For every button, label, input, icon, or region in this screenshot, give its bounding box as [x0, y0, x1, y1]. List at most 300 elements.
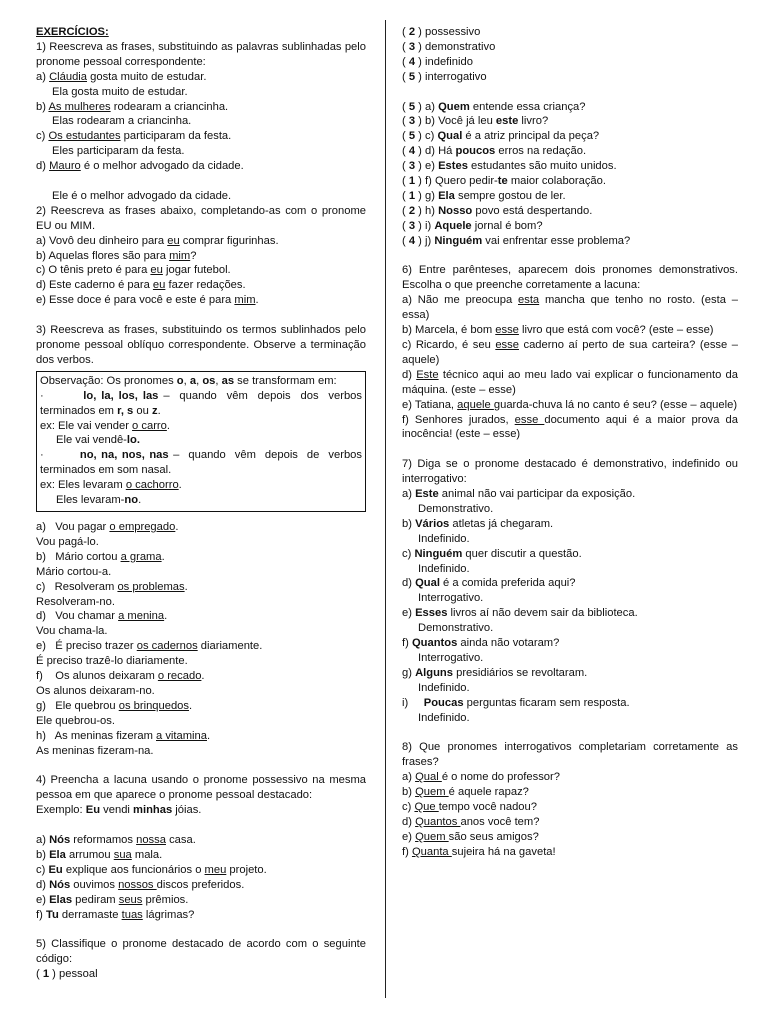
text-line	[40, 389, 366, 419]
bold-text: 5	[408, 130, 416, 143]
underlined-text: tuas	[121, 908, 143, 921]
text-line	[402, 591, 738, 606]
text-segment: b)	[402, 786, 416, 799]
underlined-text: esse	[495, 324, 519, 337]
text-segment: diariamente.	[197, 640, 263, 653]
text-segment: (	[402, 115, 409, 128]
text-segment: c)	[402, 547, 415, 560]
bold-text: Eu	[48, 863, 63, 876]
text-segment: ?	[190, 249, 197, 262]
underlined-text: Qual	[415, 771, 442, 784]
bold-text: Ela	[438, 189, 455, 202]
spacer	[402, 442, 738, 457]
text-segment: b)	[402, 517, 416, 530]
text-line	[402, 517, 738, 532]
text-line	[36, 967, 366, 982]
text-segment: tempo você nadou?	[438, 801, 537, 814]
text-segment: f) Senhores jurados,	[402, 413, 515, 426]
text-segment: b)	[36, 100, 49, 113]
text-segment: discos preferidos.	[156, 878, 245, 891]
observation-box	[36, 371, 366, 512]
text-segment: .	[164, 610, 168, 623]
text-segment: mancha que tenho no rosto. (esta – essa)	[402, 294, 742, 322]
text-segment: c) Resolveram	[36, 580, 118, 593]
text-line	[36, 100, 366, 115]
text-segment: Interrogativo.	[418, 652, 484, 665]
text-line	[402, 532, 738, 547]
text-line	[36, 159, 366, 174]
text-line	[36, 263, 366, 278]
text-line	[36, 234, 366, 249]
text-segment: livros aí não devem sair da biblioteca.	[447, 607, 638, 620]
text-segment: c)	[402, 801, 415, 814]
bold-text: Nosso	[438, 204, 473, 217]
text-segment: se transformam em:	[234, 374, 337, 387]
text-line	[36, 114, 366, 129]
text-segment: (	[402, 40, 409, 53]
text-segment: d)	[402, 368, 417, 381]
text-segment: documento aqui é a maior prova da inocência! (este – esse)	[402, 413, 742, 441]
text-line	[402, 174, 738, 189]
text-segment: jornal é bom?	[471, 219, 543, 232]
text-segment: (	[402, 70, 409, 83]
text-segment: .	[178, 479, 182, 492]
text-segment: derramaste	[58, 908, 122, 921]
text-segment: ) h)	[415, 204, 439, 217]
underlined-text: nossos	[118, 878, 157, 891]
text-segment: 7) Diga se o pronome destacado é demonstrativo, indefinido ou interrogativo:	[402, 458, 742, 486]
text-line	[402, 651, 738, 666]
underlined-text: sua	[113, 848, 132, 861]
text-segment: explique aos funcionários o	[62, 863, 205, 876]
text-segment: ) demonstrativo	[415, 40, 496, 53]
text-segment: (	[402, 130, 409, 143]
text-line	[402, 40, 738, 55]
text-segment: ·	[40, 389, 84, 402]
text-segment: Demonstrativo.	[418, 502, 494, 515]
text-segment: ouvimos	[70, 878, 119, 891]
text-segment: (	[402, 175, 409, 188]
text-line	[402, 681, 738, 696]
text-line	[402, 144, 738, 159]
underlined-text: a menina	[118, 610, 165, 623]
text-segment: arrumou	[65, 848, 114, 861]
text-segment: b) Aquelas flores são para	[36, 249, 170, 262]
text-line	[36, 669, 366, 684]
underlined-text: os cadernos	[136, 640, 198, 653]
text-line	[36, 609, 366, 624]
text-line	[36, 249, 366, 264]
text-segment: é a comida preferida aqui?	[439, 577, 576, 590]
text-segment: .	[201, 670, 205, 683]
text-segment: ) c)	[415, 130, 438, 143]
text-segment: .	[207, 729, 211, 742]
text-line	[40, 374, 362, 389]
text-segment: e) É preciso trazer	[36, 640, 137, 653]
text-segment: ,	[183, 374, 190, 387]
text-line	[36, 803, 366, 818]
text-segment: 3) Reescreva as frases, substituindo os termos sublinhados pelo pronome pessoal oblíquo correspondente. Observe a terminação dos verbos.	[36, 324, 370, 366]
text-segment: a)	[36, 833, 50, 846]
text-segment: ) j)	[415, 234, 435, 247]
text-line	[402, 368, 742, 398]
bold-text: 3	[408, 40, 416, 53]
text-line	[402, 502, 738, 517]
text-segment: f)	[402, 637, 412, 650]
underlined-text: a grama	[120, 550, 162, 563]
underlined-text: esse	[514, 413, 545, 426]
text-segment: são seus amigos?	[448, 830, 539, 843]
text-segment: g)	[402, 666, 416, 679]
text-segment: casa.	[165, 833, 196, 846]
text-line	[36, 535, 366, 550]
text-line	[402, 293, 742, 323]
text-line	[402, 576, 738, 591]
text-segment: f)	[36, 908, 46, 921]
bold-text: Nós	[49, 833, 71, 846]
underlined-text: Quanta	[411, 845, 452, 858]
underlined-text: os problemas	[117, 580, 185, 593]
bold-text: 1	[408, 175, 416, 188]
text-segment: Os alunos deixaram-no.	[36, 684, 155, 697]
text-segment: pediram	[72, 893, 119, 906]
text-segment: c)	[36, 130, 49, 143]
text-segment: .	[166, 419, 170, 432]
bold-text: o	[176, 374, 184, 387]
underlined-text: Quem	[415, 786, 449, 799]
text-segment: Elas rodearam a criancinha.	[52, 115, 192, 128]
underlined-text: mim	[169, 249, 191, 262]
text-line	[36, 639, 366, 654]
bold-text: Ninguém	[434, 234, 483, 247]
text-segment: caderno aí perto de sua carteira? (esse – aquele)	[402, 339, 742, 366]
text-segment: ) i)	[415, 219, 435, 232]
text-segment: lágrimas?	[142, 908, 195, 921]
bold-text: 4	[408, 145, 416, 158]
text-line	[402, 234, 738, 249]
bold-text: Vários	[415, 517, 450, 530]
spacer	[402, 249, 738, 264]
text-segment: (	[402, 145, 409, 158]
text-line	[402, 606, 738, 621]
text-segment: rodearam a criancinha.	[110, 100, 229, 113]
text-segment: Exemplo:	[36, 804, 86, 817]
text-line	[40, 478, 362, 493]
text-line	[36, 70, 366, 85]
text-segment: sujeira há na gaveta!	[451, 845, 556, 858]
text-segment: Ele é o melhor advogado da cidade.	[52, 189, 232, 202]
bold-text: Ela	[49, 848, 66, 861]
underlined-text: Cláudia	[49, 70, 88, 83]
text-segment: (	[36, 968, 43, 981]
underlined-text: eu	[150, 264, 163, 277]
underlined-text: mim	[234, 294, 256, 307]
underlined-text: aquele	[457, 398, 494, 411]
bold-text: 4	[408, 55, 416, 68]
bold-text: no	[124, 494, 139, 507]
text-line	[40, 448, 366, 478]
bold-text: 3	[408, 160, 416, 173]
text-segment: perguntas ficaram sem resposta.	[463, 696, 630, 709]
text-segment: Ele quebrou-os.	[36, 714, 115, 727]
text-line	[402, 562, 738, 577]
bold-text: 3	[408, 219, 416, 232]
text-segment: As meninas fizeram-na.	[36, 744, 154, 757]
text-line	[402, 263, 742, 293]
text-line	[36, 863, 366, 878]
text-segment: a) Vou pagar	[36, 520, 110, 533]
underlined-text: esse	[495, 339, 519, 351]
text-segment: .	[161, 550, 165, 563]
text-segment: 1) Reescreva as frases, substituindo as palavras sublinhadas pelo pronome pessoal correspondente:	[36, 40, 370, 68]
text-segment: povo está despertando.	[472, 204, 593, 217]
text-line	[402, 711, 738, 726]
bold-text: Poucas	[423, 696, 464, 709]
text-segment: f)	[402, 845, 412, 858]
bold-text: Tu	[45, 908, 59, 921]
text-line	[36, 908, 366, 923]
text-segment: 5) Classifique o pronome destacado de acordo com o seguinte código:	[36, 938, 370, 966]
text-line	[36, 40, 370, 70]
text-line	[36, 85, 366, 100]
underlined-text: meu	[204, 863, 227, 876]
column-divider	[385, 20, 386, 998]
text-segment: i)	[402, 696, 424, 709]
text-line	[36, 550, 366, 565]
text-line	[36, 520, 366, 535]
bold-text: os	[202, 374, 216, 387]
underlined-text: Quantos	[415, 815, 461, 828]
text-segment: ) interrogativo	[415, 70, 487, 83]
text-segment: (	[402, 100, 409, 113]
underlined-text: seus	[118, 893, 143, 906]
bold-text: Quantos	[411, 637, 458, 650]
text-line	[402, 785, 738, 800]
bold-text: poucos	[455, 145, 496, 158]
text-line	[402, 55, 738, 70]
text-segment: Eles participaram da festa.	[52, 145, 185, 158]
text-segment: guarda-chuva lá no canto é seu? (esse – aquele)	[493, 398, 738, 411]
bold-text: 3	[408, 115, 416, 128]
bold-text: 2	[408, 26, 416, 38]
text-segment: Ele vai vendê-	[56, 434, 127, 447]
text-segment: ) indefinido	[415, 55, 473, 68]
text-line	[402, 70, 738, 85]
text-segment: técnico aqui ao meu lado vai explicar o funcionamento da máquina. (este – esse)	[402, 368, 742, 396]
page-title	[36, 25, 366, 40]
text-segment: e) Tatiana,	[402, 398, 458, 411]
text-line	[402, 114, 738, 129]
text-segment: ex: Eles levaram	[40, 479, 126, 492]
text-line	[36, 189, 366, 204]
text-line	[402, 770, 738, 785]
text-segment: ) b) Você já leu	[415, 115, 496, 128]
text-segment: – quando vêm depois dos verbos terminados em	[40, 389, 366, 417]
text-segment: 8) Que pronomes interrogativos completariam corretamente as frases?	[402, 741, 742, 769]
bold-text: a	[189, 374, 197, 387]
text-line	[36, 893, 366, 908]
text-segment: É preciso trazê-lo diariamente.	[36, 655, 188, 668]
text-line	[402, 547, 738, 562]
underlined-text: Este	[416, 368, 439, 381]
underlined-text: o recado	[157, 670, 202, 683]
text-line	[36, 565, 366, 580]
text-segment: e)	[402, 607, 416, 620]
text-segment: 6) Entre parênteses, aparecem dois pronomes demonstrativos. Escolha o que preenche corretamente a lacuna:	[402, 264, 742, 292]
bold-text: as	[221, 374, 235, 387]
text-segment: (	[402, 204, 409, 217]
text-segment: vai enfrentar esse problema?	[482, 234, 631, 247]
text-line	[402, 845, 738, 860]
text-segment: e) Esse doce é para você e este é para	[36, 294, 235, 307]
text-segment: Vou chama-la.	[36, 625, 108, 638]
text-line	[402, 219, 738, 234]
text-segment: estudantes são muito unidos.	[467, 160, 617, 173]
underlined-text: Quem	[415, 830, 449, 843]
text-line	[402, 204, 738, 219]
text-segment: e)	[36, 893, 50, 906]
text-line	[402, 621, 738, 636]
text-segment: presidiários se revoltaram.	[452, 666, 588, 679]
text-segment: Indefinido.	[418, 562, 470, 575]
text-segment: Interrogativo.	[418, 592, 484, 605]
text-segment: ) possessivo	[415, 26, 481, 38]
text-line	[402, 100, 738, 115]
text-line	[402, 666, 738, 681]
text-segment: ex: Ele vai vender	[40, 419, 133, 432]
text-segment: .	[175, 520, 179, 533]
text-segment: a) Não me preocupa	[402, 294, 518, 307]
text-line	[36, 684, 366, 699]
text-segment: a)	[402, 771, 416, 784]
text-segment: jogar futebol.	[162, 264, 231, 277]
bold-text: 4	[408, 234, 416, 247]
text-line	[36, 848, 366, 863]
text-segment: Indefinido.	[418, 711, 470, 724]
bold-text: no, na, nos, nas	[79, 449, 169, 462]
text-line	[36, 699, 366, 714]
text-line	[36, 595, 366, 610]
spacer	[402, 85, 738, 100]
bold-text: lo.	[126, 434, 140, 447]
text-segment: entende essa criança?	[469, 100, 586, 113]
text-segment: h) As meninas fizeram	[36, 729, 156, 742]
text-segment: é o melhor advogado da cidade.	[80, 160, 244, 173]
text-segment: .	[138, 494, 142, 507]
bold-text: Esses	[415, 607, 448, 620]
text-segment: sempre gostou de ler.	[454, 189, 566, 202]
text-line	[402, 25, 738, 40]
text-line	[36, 293, 366, 308]
text-line	[36, 729, 366, 744]
underlined-text: Os estudantes	[48, 130, 121, 143]
text-segment: Vou pagá-lo.	[36, 535, 99, 548]
text-segment: é aquele rapaz?	[448, 786, 529, 799]
text-segment: é a atriz principal da peça?	[462, 130, 600, 143]
text-line	[402, 129, 738, 144]
underlined-text: os brinquedos	[118, 699, 190, 712]
text-segment: ) d) Há	[415, 145, 456, 158]
text-segment: ,	[215, 374, 222, 387]
text-line	[402, 323, 738, 338]
text-segment: .	[255, 294, 259, 307]
underlined-text: As mulheres	[48, 100, 111, 113]
text-segment: (	[402, 26, 409, 38]
text-segment: a) Vovô deu dinheiro para	[36, 234, 168, 247]
bold-text: Alguns	[415, 666, 453, 679]
underlined-text: esta	[518, 294, 540, 307]
text-line	[402, 800, 738, 815]
left-column	[36, 25, 370, 982]
text-segment: (	[402, 55, 409, 68]
text-segment: d) Este caderno é para	[36, 279, 153, 292]
text-line	[402, 338, 742, 368]
text-segment: livro?	[518, 115, 549, 128]
text-segment: .	[157, 404, 161, 417]
text-segment: mala.	[131, 848, 163, 861]
bold-text: Este	[415, 488, 439, 501]
text-line	[36, 773, 370, 803]
text-segment: .	[184, 580, 188, 593]
text-segment: anos você tem?	[460, 815, 540, 828]
text-segment: ) a)	[415, 100, 439, 113]
text-line	[36, 323, 370, 368]
bold-text: 2	[408, 204, 416, 217]
text-line	[36, 204, 370, 234]
underlined-text: o carro	[132, 419, 167, 432]
text-segment: d)	[402, 815, 416, 828]
text-segment: ou	[133, 404, 152, 417]
text-line	[402, 740, 742, 770]
text-segment: Observação: Os pronomes	[40, 374, 177, 387]
bold-text: r, s	[117, 404, 134, 417]
bold-text: Qual	[437, 130, 463, 143]
text-line	[36, 878, 366, 893]
underlined-text: Mauro	[49, 160, 81, 173]
text-segment: Indefinido.	[418, 681, 470, 694]
text-line	[402, 815, 738, 830]
text-segment: quer discutir a questão.	[462, 547, 582, 560]
text-line	[36, 278, 366, 293]
text-line	[36, 624, 366, 639]
bold-text: minhas	[133, 804, 173, 817]
text-segment: d)	[402, 577, 416, 590]
spacer	[36, 758, 366, 773]
underlined-text: eu	[167, 234, 180, 247]
spacer	[36, 922, 366, 937]
text-segment: 2) Reescreva as frases abaixo, completando-as com o pronome EU ou MIM.	[36, 204, 370, 232]
text-line	[402, 696, 738, 711]
bold-text: Qual	[415, 577, 440, 590]
text-line	[36, 714, 366, 729]
text-segment: prêmios.	[142, 893, 189, 906]
bold-text: Nós	[49, 878, 71, 891]
text-segment: ) pessoal	[49, 968, 98, 981]
text-segment: participaram da festa.	[120, 130, 232, 143]
text-segment: c) O tênis preto é para	[36, 264, 151, 277]
text-segment: d)	[36, 160, 50, 173]
text-line	[402, 636, 738, 651]
bold-text: te	[497, 175, 508, 188]
text-line	[402, 413, 742, 443]
text-segment: projeto.	[226, 863, 267, 876]
text-segment: (	[402, 219, 409, 232]
text-line	[36, 129, 366, 144]
text-segment: g) Ele quebrou	[36, 699, 119, 712]
text-line	[402, 457, 742, 487]
text-segment: (	[402, 160, 409, 173]
bold-text: 5	[408, 100, 416, 113]
